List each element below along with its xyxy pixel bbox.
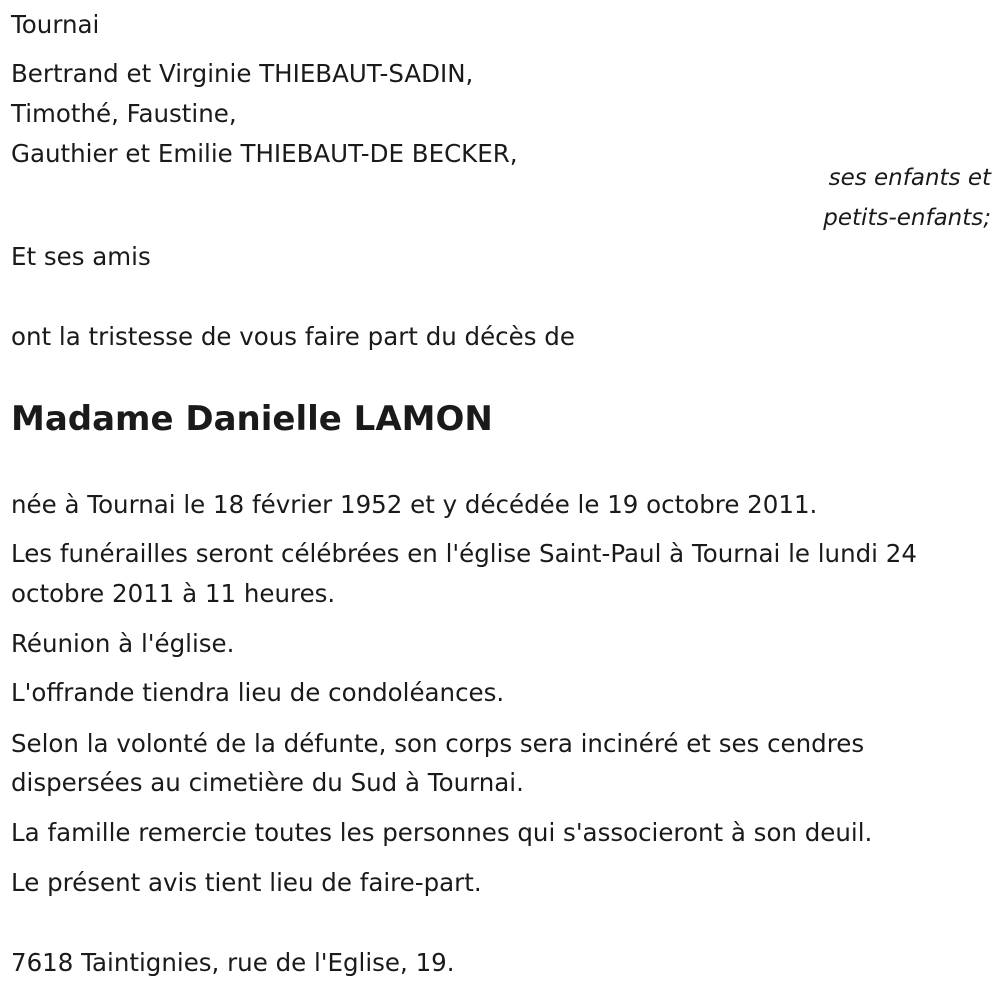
detail-funeral-2: octobre 2011 à 11 heures.	[11, 579, 336, 608]
city-heading: Tournai	[11, 10, 100, 39]
announcement-line: ont la tristesse de vous faire part du décès de	[11, 322, 575, 351]
family-line-1: Bertrand et Virginie THIEBAUT-SADIN,	[11, 59, 474, 88]
detail-meeting: Réunion à l'église.	[11, 629, 235, 658]
relation-line-2: petits-enfants;	[823, 205, 991, 231]
deceased-name: Madame Danielle LAMON	[11, 399, 493, 439]
relation-line-1: ses enfants et	[828, 165, 991, 191]
detail-notice: Le présent avis tient lieu de faire-part.	[11, 868, 482, 897]
address-line: 7618 Taintignies, rue de l'Eglise, 19.	[11, 948, 455, 977]
friends-line: Et ses amis	[11, 242, 151, 271]
detail-offering: L'offrande tiendra lieu de condoléances.	[11, 678, 505, 707]
family-line-2: Timothé, Faustine,	[11, 99, 237, 128]
detail-funeral-1: Les funérailles seront célébrées en l'église Saint-Paul à Tournai le lundi 24	[11, 539, 917, 568]
detail-thanks: La famille remercie toutes les personnes qui s'associeront à son deuil.	[11, 818, 873, 847]
detail-birth-death: née à Tournai le 18 février 1952 et y décédée le 19 octobre 2011.	[11, 490, 818, 519]
obituary-notice	[11, 0, 991, 998]
family-line-3: Gauthier et Emilie THIEBAUT-DE BECKER,	[11, 139, 518, 168]
detail-cremation-1: Selon la volonté de la défunte, son corps sera incinéré et ses cendres	[11, 729, 865, 758]
detail-cremation-2: dispersées au cimetière du Sud à Tournai.	[11, 768, 524, 797]
